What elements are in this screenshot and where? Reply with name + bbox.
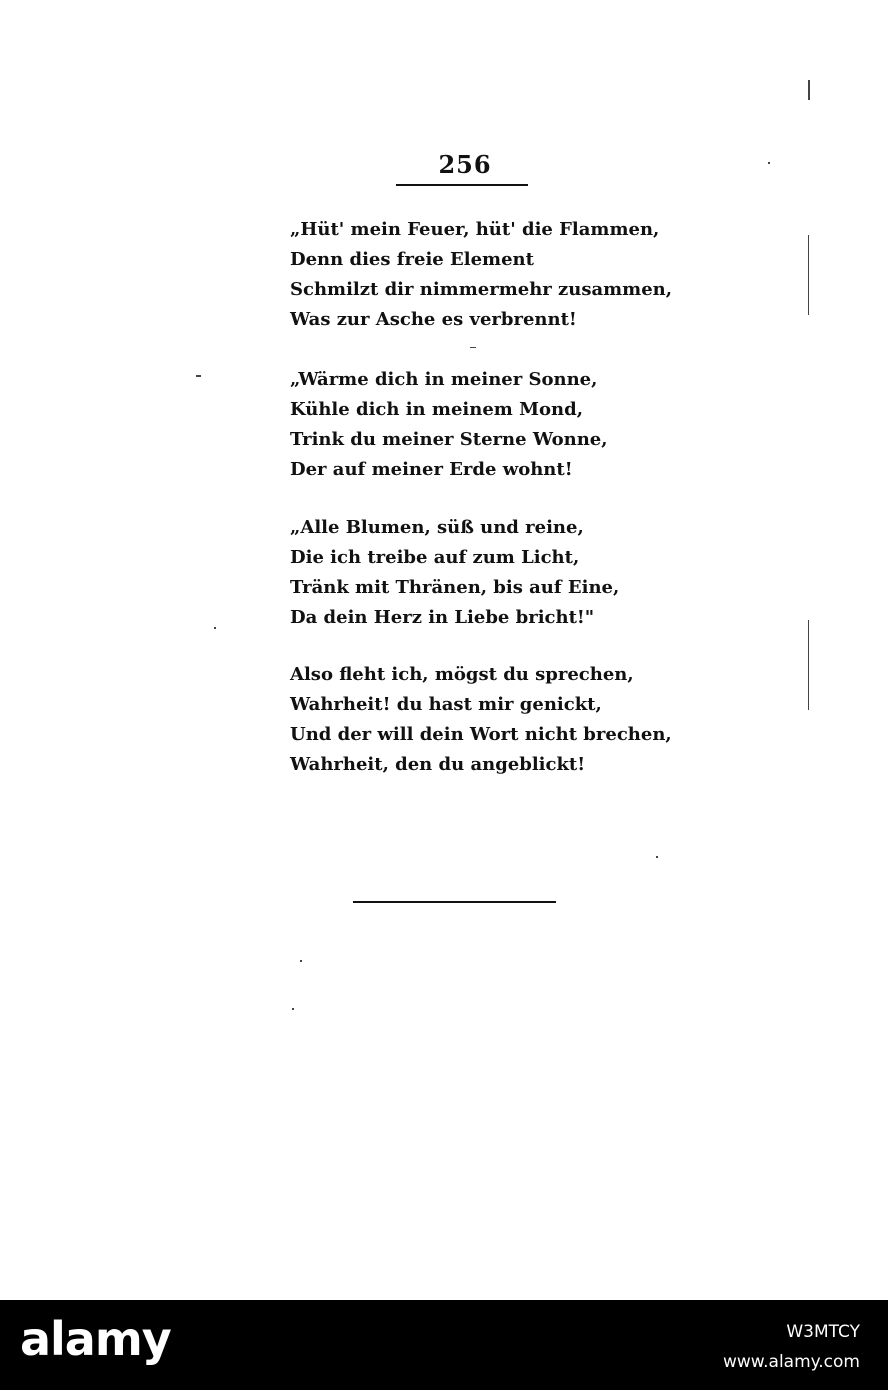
stanza-3	[290, 513, 690, 633]
verse-line: Und der will dein Wort nicht brechen,	[290, 724, 672, 745]
scan-mark	[768, 162, 770, 164]
verse-line: Wahrheit, den du angeblickt!	[290, 754, 586, 775]
end-rule	[353, 901, 556, 903]
page-number: 256	[438, 150, 492, 179]
scan-mark	[808, 80, 810, 100]
site-url: www.alamy.com	[722, 1352, 860, 1372]
scan-mark	[214, 627, 216, 629]
stanza-2	[290, 365, 690, 485]
verse-line: Kühle dich in meinem Mond,	[290, 399, 583, 420]
scan-mark	[196, 375, 201, 377]
verse-line: Schmilzt dir nimmermehr zusammen,	[290, 279, 673, 300]
verse-line: Wahrheit! du hast mir genickt,	[290, 694, 602, 715]
brand-logo: alamy	[20, 1312, 171, 1366]
verse-line: „Wärme dich in meiner Sonne,	[290, 369, 598, 390]
scan-mark	[292, 1008, 294, 1010]
top-rule	[396, 184, 528, 186]
scan-mark	[470, 347, 476, 348]
verse-line: „Hüt' mein Feuer, hüt' die Flammen,	[290, 219, 660, 240]
scan-mark	[808, 235, 809, 315]
scan-mark	[656, 856, 658, 858]
verse-line: Was zur Asche es verbrennt!	[290, 309, 577, 330]
scan-mark	[300, 960, 302, 962]
verse-line: Tränk mit Thränen, bis auf Eine,	[290, 577, 620, 598]
verse-line: Trink du meiner Sterne Wonne,	[290, 429, 608, 450]
verse-line: Der auf meiner Erde wohnt!	[290, 459, 573, 480]
verse-line: Die ich treibe auf zum Licht,	[290, 547, 580, 568]
stanza-4	[290, 660, 690, 780]
watermark-banner	[0, 1300, 888, 1390]
scan-mark	[808, 620, 809, 710]
verse-line: Da dein Herz in Liebe bricht!"	[290, 607, 595, 628]
verse-line: Denn dies freie Element	[290, 249, 534, 270]
image-id: W3MTCY	[786, 1322, 860, 1342]
stanza-1	[290, 215, 690, 335]
verse-line: Also fleht ich, mögst du sprechen,	[290, 664, 634, 685]
verse-line: „Alle Blumen, süß und reine,	[290, 517, 584, 538]
